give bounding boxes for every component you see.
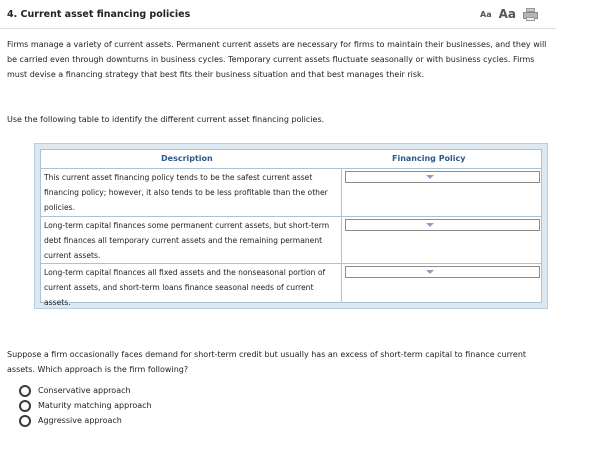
- instruction-text: Use the following table to identify the different current asset financing policies.: [7, 115, 325, 124]
- option-aggressive-approach[interactable]: [19, 413, 152, 428]
- chevron-down-icon: [426, 175, 434, 179]
- question-header: [0, 0, 606, 30]
- financing-policy-table-frame: [34, 143, 548, 309]
- printer-icon[interactable]: [523, 8, 538, 21]
- header-divider: [0, 28, 556, 29]
- financing-policy-dropdown-1[interactable]: [345, 171, 540, 183]
- intro-paragraph: Firms manage a variety of current assets. Permanent current assets are necessary for firms to maintain their businesses, and they will be carried even through downturns in business cycles. Temporary current assets fluctuate seasonally or with business cycles. Firms must devise a financing strategy that best fits their business situation and that best manages their risk.: [7, 40, 547, 79]
- table-row: [41, 263, 541, 307]
- table-row: [41, 216, 541, 263]
- option-label: Conservative approach: [38, 386, 131, 395]
- radio-button[interactable]: [19, 400, 31, 412]
- row-description: This current asset financing policy tends to be the safest current asset financing policy; however, it also tends to be less profitable than the other policies.: [44, 173, 328, 212]
- row-description: Long-term capital finances all fixed assets and the nonseasonal portion of current assets, and short-term loans finance seasonal needs of current assets.: [44, 268, 326, 307]
- font-size-decrease-button[interactable]: Aa: [480, 9, 492, 19]
- question-title: 4. Current asset financing policies: [7, 9, 191, 20]
- table-row: [41, 169, 541, 215]
- option-maturity-matching-approach[interactable]: [19, 398, 152, 413]
- financing-policy-dropdown-3[interactable]: [345, 266, 540, 278]
- chevron-down-icon: [426, 270, 434, 274]
- table-header-row: [41, 150, 541, 169]
- chevron-down-icon: [426, 223, 434, 227]
- option-label: Maturity matching approach: [38, 401, 152, 410]
- option-label: Aggressive approach: [38, 416, 122, 425]
- font-size-increase-button[interactable]: Aa: [498, 7, 516, 21]
- financing-policy-dropdown-2[interactable]: [345, 219, 540, 231]
- radio-button[interactable]: [19, 415, 31, 427]
- radio-button[interactable]: [19, 385, 31, 397]
- answer-options: [19, 383, 152, 428]
- option-conservative-approach[interactable]: [19, 383, 152, 398]
- description-column-header: Description: [161, 154, 213, 163]
- question-text: Suppose a firm occasionally faces demand for short-term credit but usually has an excess of short-term capital to finance current assets. Which approach is the firm following?: [7, 350, 527, 374]
- row-description: Long-term capital finances some permanent current assets, but short-term debt finances all temporary current assets and the remaining permanent current assets.: [44, 221, 330, 260]
- financing-policy-table: [40, 149, 542, 307]
- financing-policy-column-header: Financing Policy: [392, 154, 466, 163]
- toolbar: [480, 7, 538, 21]
